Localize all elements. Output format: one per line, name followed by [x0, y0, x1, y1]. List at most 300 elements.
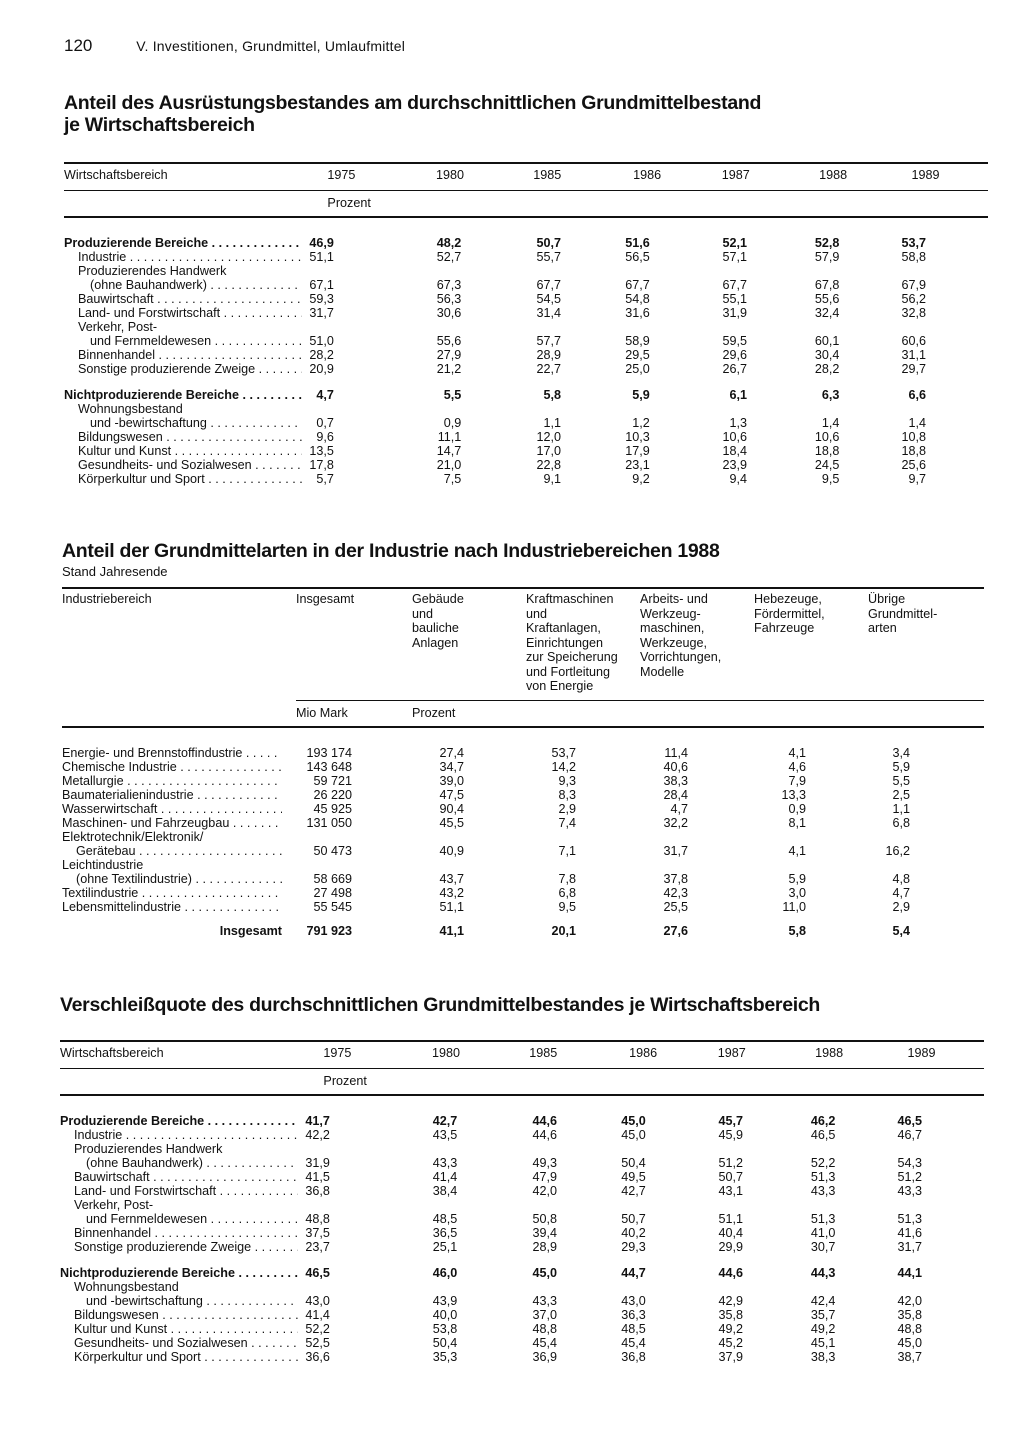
total-row	[62, 924, 984, 938]
cell-value	[519, 1198, 619, 1212]
row-label-wrap	[62, 872, 282, 886]
cell-value: 46,9	[309, 236, 334, 250]
table-row	[60, 1336, 984, 1350]
cell-value: 42,4	[810, 1294, 836, 1308]
cell-value: 31,7	[309, 306, 334, 320]
row-label	[60, 1156, 305, 1170]
cell-value: 43,7	[439, 871, 464, 886]
cell-value	[868, 858, 984, 872]
cell-value: 28,2	[814, 362, 840, 376]
cell-value: 29,5	[625, 348, 650, 362]
column-header-line: Kraftanlagen,	[526, 621, 601, 635]
cell-value: 29,7	[901, 362, 926, 376]
table1-title-line2: je Wirtschaftsbereich	[64, 114, 255, 136]
row-label	[60, 1128, 305, 1142]
cell-value: 67,7	[625, 278, 650, 292]
row-label-text: Gesundheits- und Sozialwesen . . .	[78, 458, 302, 472]
cell-value: 1,1	[543, 416, 562, 430]
cell-value: 4,1	[788, 843, 806, 858]
cell-value: 45,7	[718, 1114, 744, 1128]
column-header-line: Kraftmaschinen	[526, 592, 614, 606]
cell-value: 44,6	[718, 1266, 744, 1280]
row-label-text: Binnenhandel . . .	[78, 348, 302, 362]
table-row	[60, 1266, 984, 1280]
row-label	[64, 388, 309, 402]
cell-value: 31,1	[901, 348, 926, 362]
cell-value: 28,9	[532, 1240, 558, 1254]
cell-value: 4,8	[892, 871, 910, 886]
row-label-wrap	[60, 1308, 298, 1322]
cell-value	[809, 320, 901, 334]
row-label	[62, 774, 296, 788]
row-label-wrap	[60, 1226, 298, 1240]
cell-value: 27,9	[436, 348, 462, 362]
cell-value	[619, 1280, 708, 1294]
cell-value: 27 498	[313, 885, 352, 900]
cell-value: 9,5	[558, 899, 576, 914]
cell-value: 5,8	[543, 388, 562, 402]
label-column-header: Wirtschaftsbereich	[64, 163, 309, 191]
row-label-text: und Fernmeldewesen . . .	[90, 334, 302, 348]
table-row	[60, 1240, 984, 1254]
cell-value	[305, 1142, 422, 1156]
cell-value: 24,5	[814, 458, 840, 472]
cell-value: 45,5	[439, 815, 464, 830]
cell-value: 18,8	[814, 444, 840, 458]
row-label	[62, 900, 296, 914]
cell-value: 5,5	[892, 773, 910, 788]
cell-value: 21,2	[436, 362, 462, 376]
cell-value	[305, 1280, 422, 1294]
row-label-text: Produzierende Bereiche . . .	[64, 236, 302, 250]
cell-value: 48,5	[621, 1322, 646, 1336]
row-label	[62, 802, 296, 816]
cell-value: 11,1	[437, 430, 462, 444]
cell-value: 17,0	[536, 444, 562, 458]
cell-value: 43,0	[621, 1294, 646, 1308]
row-label	[60, 1350, 305, 1364]
cell-value: 3,0	[788, 885, 806, 900]
cell-value: 52,1	[722, 236, 748, 250]
cell-value: 7,5	[443, 472, 462, 486]
cell-value	[708, 1142, 805, 1156]
table-row	[64, 458, 988, 472]
cell-value	[426, 320, 523, 334]
cell-value: 6,6	[908, 388, 926, 402]
section-equipment-share	[64, 92, 988, 486]
cell-value: 44,1	[897, 1266, 922, 1280]
table-row	[62, 886, 984, 900]
cell-value: 58 669	[313, 871, 352, 886]
row-label-wrap	[64, 362, 302, 376]
row-label-wrap	[60, 1336, 298, 1350]
row-label-text: Maschinen- und Fahrzeugbau . . .	[62, 816, 282, 830]
table1-title-line1: Anteil des Ausrüstungsbestandes am durchschnittlichen Grundmittelbestand	[64, 92, 762, 114]
row-label	[60, 1198, 305, 1212]
cell-value: 9,6	[316, 430, 334, 444]
cell-value: 2,5	[892, 787, 910, 802]
table-row	[62, 844, 984, 858]
cell-value: 37,5	[305, 1226, 330, 1240]
cell-value: 43,2	[439, 885, 464, 900]
column-header	[526, 588, 640, 700]
cell-value: 59 721	[313, 773, 352, 788]
row-label-text: Lebensmittelindustrie . . .	[62, 900, 282, 914]
cell-value: 45,2	[718, 1336, 744, 1350]
cell-value: 57,9	[814, 250, 840, 264]
cell-value	[901, 264, 988, 278]
cell-value: 22,8	[536, 458, 562, 472]
section-asset-types	[62, 540, 984, 938]
row-label-wrap	[60, 1184, 298, 1198]
cell-value	[523, 402, 623, 416]
cell-value: 28,4	[663, 787, 688, 802]
cell-value	[426, 402, 523, 416]
row-label-wrap	[62, 746, 282, 760]
year-header: 1989	[901, 163, 988, 191]
cell-value: 9,2	[632, 472, 650, 486]
cell-value: 45,4	[621, 1336, 646, 1350]
year-header: 1986	[623, 163, 712, 191]
unit-row	[62, 700, 984, 727]
row-label	[64, 334, 309, 348]
row-label	[60, 1280, 305, 1294]
table-row	[60, 1280, 984, 1294]
cell-value	[296, 858, 412, 872]
cell-value: 59,3	[309, 292, 334, 306]
row-label	[62, 816, 296, 830]
table-row	[60, 1184, 984, 1198]
cell-value: 50 473	[313, 843, 352, 858]
total-value: 5,4	[892, 923, 910, 938]
row-label-text: Kultur und Kunst . . .	[74, 1322, 298, 1336]
row-label-wrap	[62, 844, 282, 858]
column-header-line: Anlagen	[412, 635, 459, 650]
cell-value	[809, 402, 901, 416]
cell-value: 49,3	[532, 1156, 558, 1170]
cell-value: 28,2	[309, 348, 334, 362]
cell-value: 8,1	[788, 815, 806, 830]
table-row	[64, 264, 988, 278]
cell-value: 44,6	[532, 1114, 558, 1128]
cell-value: 26,7	[722, 362, 748, 376]
cell-value: 26 220	[313, 787, 352, 802]
cell-value: 52,2	[810, 1156, 836, 1170]
table-row	[62, 788, 984, 802]
cell-value: 60,1	[814, 334, 840, 348]
cell-value: 57,7	[536, 334, 562, 348]
column-header-line: Gebäude	[412, 592, 464, 606]
cell-value: 7,4	[558, 815, 576, 830]
row-label-wrap	[60, 1212, 298, 1226]
cell-value	[712, 320, 809, 334]
cell-value	[805, 1198, 897, 1212]
cell-value: 11,0	[782, 899, 806, 914]
cell-value: 22,7	[536, 362, 562, 376]
cell-value: 55,6	[436, 334, 462, 348]
row-label-wrap	[64, 306, 302, 320]
cell-value	[897, 1280, 984, 1294]
cell-value: 31,7	[663, 843, 688, 858]
column-header	[640, 588, 754, 700]
cell-value	[708, 1198, 805, 1212]
row-label-text: Kultur und Kunst . . .	[78, 444, 302, 458]
cell-value	[309, 264, 426, 278]
year-header: 1987	[712, 163, 809, 191]
cell-value: 9,4	[729, 472, 748, 486]
table-row	[64, 472, 988, 486]
row-label	[64, 264, 309, 278]
cell-value: 25,5	[663, 899, 688, 914]
cell-value: 25,1	[432, 1240, 458, 1254]
row-label	[62, 872, 296, 886]
row-label-wrap	[62, 774, 282, 788]
row-label-text: Industrie . . .	[78, 250, 302, 264]
header-row	[62, 588, 984, 700]
cell-value: 58,8	[901, 250, 926, 264]
cell-value: 25,6	[901, 458, 926, 472]
row-label-text: Bauwirtschaft . . .	[78, 292, 302, 306]
unit-mio: Mio Mark	[296, 700, 412, 727]
cell-value: 37,0	[532, 1308, 558, 1322]
cell-value: 46,0	[432, 1266, 458, 1280]
cell-value: 50,4	[621, 1156, 646, 1170]
cell-value: 43,9	[432, 1294, 458, 1308]
row-label-text: Wohnungsbestand	[78, 402, 183, 416]
cell-value: 43,3	[810, 1184, 836, 1198]
table-row	[64, 278, 988, 292]
unit-label: Prozent	[305, 1069, 984, 1096]
column-header-line: Werkzeuge,	[640, 635, 707, 650]
row-label	[64, 306, 309, 320]
row-label-text: Körperkultur und Sport . . .	[74, 1350, 298, 1364]
unit-row	[60, 1069, 984, 1096]
row-label	[60, 1240, 305, 1254]
row-label	[64, 250, 309, 264]
cell-value: 38,7	[897, 1350, 922, 1364]
cell-value: 34,7	[439, 759, 464, 774]
row-label-wrap	[64, 402, 302, 416]
cell-value: 10,8	[901, 430, 926, 444]
total-value: 27,6	[663, 923, 688, 938]
header-row	[64, 163, 988, 191]
row-label	[64, 236, 309, 250]
cell-value: 43,3	[532, 1294, 558, 1308]
row-label-wrap	[62, 788, 282, 802]
column-header-line: Vorrichtungen,	[640, 650, 722, 664]
cell-value: 67,8	[814, 278, 840, 292]
column-header-line: Werkzeug-	[640, 606, 701, 621]
row-label-text: und Fernmeldewesen . . .	[86, 1212, 298, 1226]
column-header-line: bauliche	[412, 621, 459, 635]
cell-value: 44,6	[532, 1128, 558, 1142]
cell-value: 9,5	[821, 472, 840, 486]
cell-value: 5,7	[316, 472, 334, 486]
row-label-wrap	[60, 1114, 298, 1128]
cell-value	[901, 320, 988, 334]
cell-value: 42,9	[718, 1294, 744, 1308]
row-label	[64, 444, 309, 458]
row-label-wrap	[60, 1350, 298, 1364]
cell-value: 50,4	[432, 1336, 458, 1350]
column-header-line: und	[412, 606, 434, 621]
cell-value: 1,4	[908, 416, 926, 430]
row-gap	[60, 1254, 984, 1266]
cell-value: 45,1	[810, 1336, 836, 1350]
cell-value: 54,8	[625, 292, 650, 306]
column-header-line: Grundmittel-	[868, 606, 938, 621]
cell-value: 44,7	[621, 1266, 646, 1280]
table-row	[60, 1170, 984, 1184]
row-label	[60, 1336, 305, 1350]
row-label-text: Leichtindustrie	[62, 857, 144, 872]
row-label	[62, 886, 296, 900]
row-label-text: Industrie . . .	[74, 1128, 298, 1142]
table-row	[60, 1114, 984, 1128]
cell-value: 51,3	[810, 1212, 836, 1226]
row-label-text: und -bewirtschaftung . . .	[90, 416, 302, 430]
cell-value: 52,8	[814, 236, 840, 250]
cell-value: 4,6	[788, 759, 806, 774]
cell-value: 42,0	[897, 1294, 922, 1308]
row-label-text: Körperkultur und Sport . . .	[78, 472, 302, 486]
cell-value: 48,8	[897, 1322, 922, 1336]
cell-value	[422, 1198, 519, 1212]
header-rule	[62, 727, 984, 746]
table1-title	[64, 92, 988, 136]
cell-value: 36,8	[621, 1350, 646, 1364]
row-label-text: und -bewirtschaftung . . .	[86, 1294, 298, 1308]
cell-value: 43,3	[432, 1156, 458, 1170]
cell-value: 46,5	[305, 1266, 330, 1280]
year-header: 1989	[897, 1041, 984, 1069]
row-label-text: Land- und Forstwirtschaft . . .	[78, 306, 302, 320]
cell-value	[426, 264, 523, 278]
cell-value: 31,4	[536, 306, 562, 320]
row-label-wrap	[60, 1156, 298, 1170]
cell-value: 14,7	[436, 444, 462, 458]
row-label-wrap	[60, 1198, 298, 1212]
cell-value: 50,7	[621, 1212, 646, 1226]
column-header	[868, 588, 984, 700]
cell-value: 36,3	[621, 1308, 646, 1322]
cell-value: 38,3	[810, 1350, 836, 1364]
cell-value	[754, 858, 868, 872]
cell-value	[619, 1142, 708, 1156]
cell-value: 6,1	[729, 388, 748, 402]
row-label-wrap	[60, 1266, 298, 1280]
table2-subtitle: Stand Jahresende	[62, 564, 168, 579]
table-row	[60, 1308, 984, 1322]
table-row	[64, 402, 988, 416]
row-label-text: Chemische Industrie . . .	[62, 760, 282, 774]
cell-value: 4,1	[788, 745, 806, 760]
cell-value: 17,9	[625, 444, 650, 458]
table-row	[62, 802, 984, 816]
row-label-text: Gesundheits- und Sozialwesen . . .	[74, 1336, 298, 1350]
row-label-text: (ohne Bauhandwerk) . . .	[90, 278, 302, 292]
row-label-text: Elektrotechnik/Elektronik/	[62, 829, 204, 844]
cell-value	[708, 1280, 805, 1294]
cell-value: 36,6	[305, 1350, 330, 1364]
table-row	[64, 362, 988, 376]
cell-value: 43,1	[718, 1184, 744, 1198]
row-label	[60, 1212, 305, 1226]
cell-value: 58,9	[625, 334, 650, 348]
cell-value: 16,2	[885, 843, 910, 858]
cell-value: 4,7	[670, 801, 688, 816]
cell-value: 41,4	[432, 1170, 458, 1184]
row-label-wrap	[62, 858, 282, 872]
cell-value: 42,3	[663, 885, 688, 900]
row-label	[62, 830, 296, 844]
row-label-text: Land- und Forstwirtschaft . . .	[74, 1184, 298, 1198]
table-row	[64, 444, 988, 458]
cell-value: 54,5	[536, 292, 562, 306]
cell-value: 29,3	[621, 1240, 646, 1254]
cell-value: 17,8	[309, 458, 334, 472]
cell-value: 35,8	[718, 1308, 744, 1322]
cell-value: 32,4	[814, 306, 840, 320]
row-label	[60, 1114, 305, 1128]
year-header: 1975	[309, 163, 426, 191]
row-label	[64, 416, 309, 430]
year-header: 1988	[805, 1041, 897, 1069]
row-label-wrap	[64, 236, 302, 250]
cell-value: 0,9	[788, 801, 806, 816]
cell-value	[754, 830, 868, 844]
total-value: 5,8	[788, 923, 806, 938]
cell-value	[897, 1142, 984, 1156]
row-label-text: Produzierendes Handwerk	[74, 1142, 223, 1156]
row-label-wrap	[64, 430, 302, 444]
unit-row	[64, 191, 988, 218]
cell-value: 41,5	[305, 1170, 330, 1184]
cell-value: 11,4	[664, 745, 688, 760]
cell-value: 13,5	[309, 444, 334, 458]
cell-value	[519, 1280, 619, 1294]
cell-value: 51,0	[309, 334, 334, 348]
cell-value	[901, 402, 988, 416]
table-row	[60, 1198, 984, 1212]
year-header: 1985	[523, 163, 623, 191]
cell-value: 47,9	[532, 1170, 558, 1184]
row-label-wrap	[64, 444, 302, 458]
cell-value: 67,7	[722, 278, 748, 292]
row-label-wrap	[64, 416, 302, 430]
cell-value: 40,4	[718, 1226, 744, 1240]
table-row	[62, 760, 984, 774]
row-label-text: (ohne Bauhandwerk) . . .	[86, 1156, 298, 1170]
chapter-title: V. Investitionen, Grundmittel, Umlaufmittel	[136, 38, 406, 54]
year-header: 1986	[619, 1041, 708, 1069]
cell-value: 5,5	[443, 388, 462, 402]
cell-value: 42,2	[305, 1128, 330, 1142]
cell-value: 55 545	[313, 899, 352, 914]
cell-value: 51,3	[810, 1170, 836, 1184]
total-value: 20,1	[551, 923, 576, 938]
cell-value	[805, 1280, 897, 1294]
cell-value: 90,4	[439, 801, 464, 816]
year-header: 1988	[809, 163, 901, 191]
row-label-wrap	[62, 886, 282, 900]
total-value: 791 923	[306, 923, 352, 938]
cell-value: 54,3	[897, 1156, 922, 1170]
row-label-wrap	[64, 320, 302, 334]
row-label-text: Binnenhandel . . .	[74, 1226, 298, 1240]
column-header-line: Modelle	[640, 664, 685, 679]
cell-value: 37,8	[663, 871, 688, 886]
